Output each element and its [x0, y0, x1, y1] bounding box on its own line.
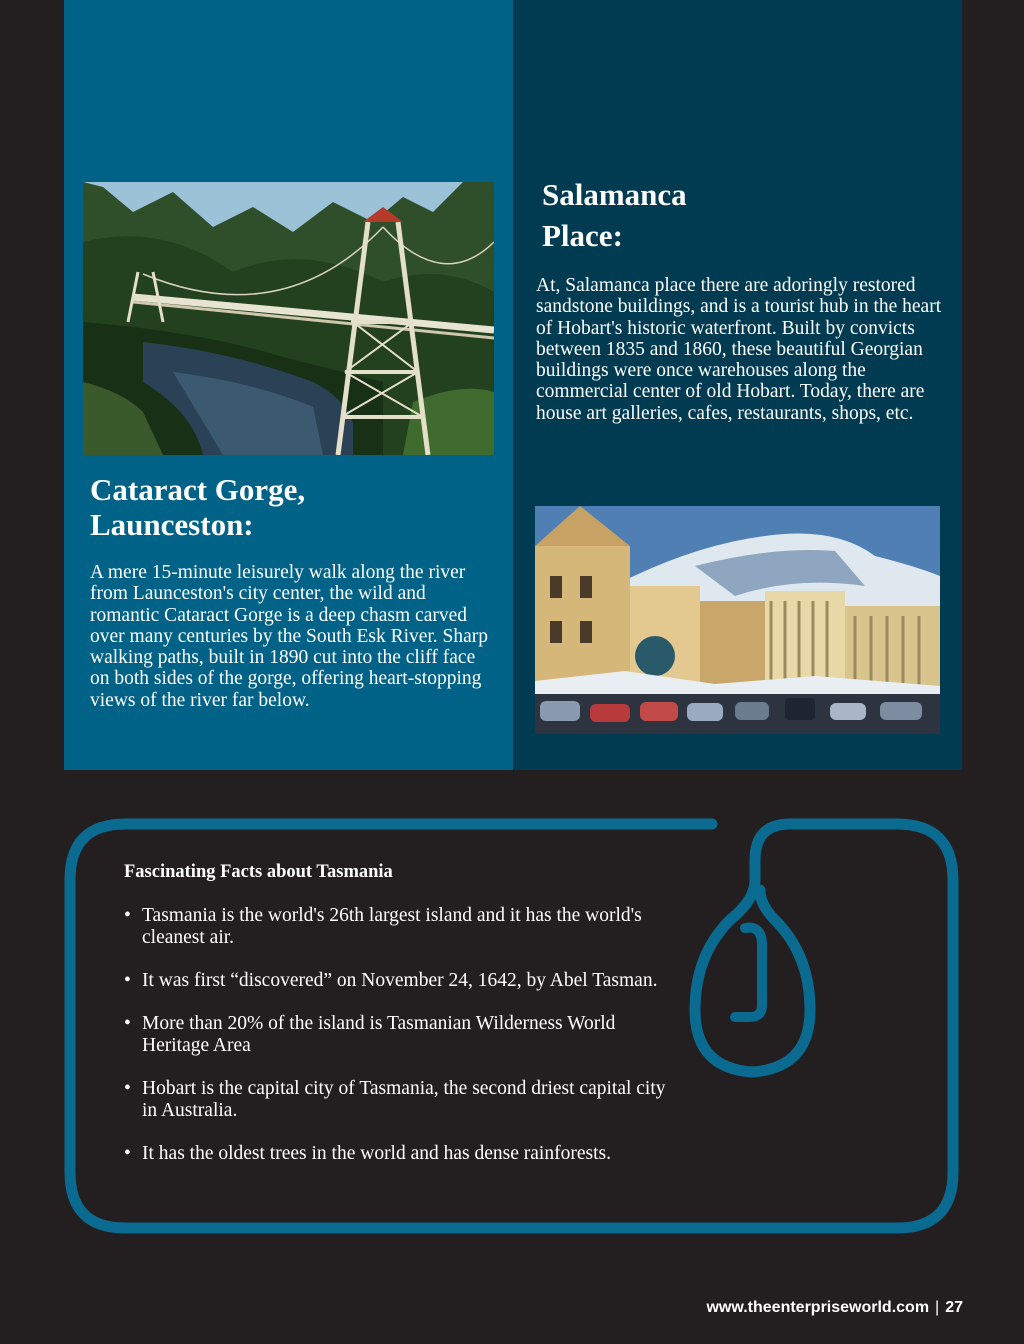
- page-number: 27: [945, 1299, 963, 1316]
- gorge-heading-line2: Launceston:: [90, 507, 254, 542]
- facts-title: Fascinating Facts about Tasmania: [124, 862, 393, 882]
- salamanca-body: At, Salamanca place there are adoringly restored sandstone buildings, and is a tourist hub in the heart of Hobart's historic waterfront. Built by convicts between 1835 and 1860, these beautiful Georgian buildings were once warehouses along the commercial center of old Hobart. Today, there are house art galleries, cafes, restaurants, shops, etc.: [536, 275, 942, 424]
- footer-url[interactable]: www.theenterpriseworld.com: [706, 1299, 930, 1316]
- fact-item: • More than 20% of the island is Tasmanian Wilderness World Heritage Area: [124, 1013, 684, 1057]
- salamanca-heading-line2: Place:: [542, 218, 623, 253]
- fact-item: • It has the oldest trees in the world and has dense rainforests.: [124, 1143, 684, 1165]
- gorge-heading-line1: Cataract Gorge,: [90, 472, 306, 507]
- gorge-body: A mere 15-minute leisurely walk along the river from Launceston's city center, the wild and romantic Cataract Gorge is a deep chasm carved over many centuries by the South Esk River. Sharp walking paths, built in 1890 cut into the cliff face on both sides of the gorge, offering heart-stopping views of the river far below.: [90, 562, 489, 711]
- salamanca-heading-line1: Salamanca: [542, 177, 687, 212]
- fact-item: • Tasmania is the world's 26th largest island and it has the world's cleanest air.: [124, 905, 684, 949]
- fact-item: • Hobart is the capital city of Tasmania, the second driest capital city in Australia.: [124, 1078, 684, 1122]
- footer-separator: |: [935, 1299, 940, 1316]
- fact-item: • It was first “discovered” on November 24, 1642, by Abel Tasman.: [124, 970, 684, 992]
- facts-list: [124, 905, 684, 1186]
- page-footer: [706, 1299, 963, 1317]
